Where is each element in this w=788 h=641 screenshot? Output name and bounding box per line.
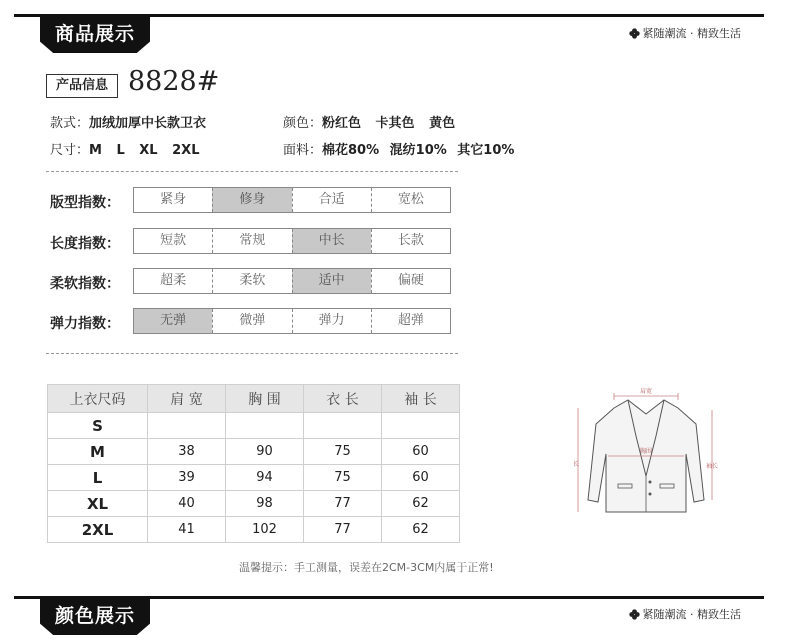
- index-label: 版型指数：: [50, 195, 120, 211]
- index-option-selected: 修身: [212, 188, 291, 212]
- button: [649, 481, 652, 484]
- index-option: 超弹: [371, 309, 450, 333]
- table-row: [48, 491, 460, 517]
- index-options: [133, 228, 451, 254]
- table-cell: 75: [304, 439, 382, 465]
- size-table: [47, 384, 460, 543]
- measurement-diagram: [566, 384, 726, 526]
- table-header: 胸 围: [226, 385, 304, 413]
- table-cell: 39: [148, 465, 226, 491]
- fabric-row: [283, 139, 514, 158]
- flower-icon: [629, 609, 640, 620]
- header-slogan: [629, 25, 742, 41]
- index-option: 紧身: [160, 192, 187, 207]
- table-cell: [148, 413, 226, 439]
- flower-icon: [629, 28, 640, 39]
- table-cell: XL: [48, 491, 148, 517]
- table-header: 肩 宽: [148, 385, 226, 413]
- index-option: 弹力: [292, 309, 371, 333]
- index-option: 长款: [371, 229, 450, 253]
- product-info-label: 产品信息: [46, 74, 118, 98]
- divider: [46, 353, 458, 354]
- fabric-label: 面料：: [283, 143, 323, 158]
- table-header: 上衣尺码: [48, 385, 148, 413]
- table-cell: 77: [304, 491, 382, 517]
- length-label: 长: [572, 461, 580, 468]
- table-cell: 62: [382, 491, 460, 517]
- table-cell: 77: [304, 517, 382, 543]
- table-cell: 102: [226, 517, 304, 543]
- table-row: [48, 517, 460, 543]
- footer-title: 颜色展示: [54, 605, 135, 627]
- table-cell: 75: [304, 465, 382, 491]
- index-option: 超柔: [160, 273, 187, 288]
- sizes-value: M L XL 2XL: [89, 143, 200, 158]
- table-row: [48, 413, 460, 439]
- index-label: 柔软指数：: [50, 276, 120, 292]
- table-cell: 38: [148, 439, 226, 465]
- table-cell: 94: [226, 465, 304, 491]
- table-row: [48, 465, 460, 491]
- table-cell: [304, 413, 382, 439]
- table-cell: 90: [226, 439, 304, 465]
- style-row: [50, 112, 206, 131]
- index-option: 宽松: [371, 188, 450, 212]
- table-cell: 62: [382, 517, 460, 543]
- style-label: 款式：: [50, 116, 90, 131]
- table-cell: [382, 413, 460, 439]
- chest-label: 胸围: [639, 448, 653, 455]
- index-label: 弹力指数：: [50, 316, 120, 332]
- index-option: 柔软: [212, 269, 291, 293]
- table-cell: 2XL: [48, 517, 148, 543]
- index-option: 常规: [212, 229, 291, 253]
- index-option-selected: 无弹: [134, 309, 212, 333]
- colors-label: 颜色：: [283, 116, 323, 131]
- divider: [46, 171, 458, 172]
- index-option-selected: 中长: [292, 229, 371, 253]
- table-cell: 60: [382, 439, 460, 465]
- table-header: 衣 长: [304, 385, 382, 413]
- measurement-note: 温馨提示：手工测量，误差在2CM-3CM内属于正常!: [239, 561, 494, 574]
- style-value: 加绒加厚中长款卫衣: [89, 116, 207, 131]
- header-title: 商品展示: [54, 23, 135, 45]
- button: [649, 493, 652, 496]
- slogan-text: 紧随潮流 · 精致生活: [642, 608, 741, 621]
- table-cell: 41: [148, 517, 226, 543]
- index-options: [133, 308, 451, 334]
- table-row: [48, 439, 460, 465]
- table-cell: 60: [382, 465, 460, 491]
- table-cell: [226, 413, 304, 439]
- index-option: 短款: [160, 233, 187, 248]
- index-option: 合适: [292, 188, 371, 212]
- table-cell: 40: [148, 491, 226, 517]
- footer-slogan: [629, 606, 742, 622]
- shoulder-label: 肩宽: [639, 388, 653, 395]
- sleeve-label: 袖长: [705, 463, 719, 470]
- index-option: 微弹: [212, 309, 291, 333]
- table-header: 袖 长: [382, 385, 460, 413]
- index-options: [133, 187, 451, 213]
- table-header-row: [48, 385, 460, 413]
- index-option-selected: 适中: [292, 269, 371, 293]
- sizes-row: [50, 139, 199, 158]
- table-cell: L: [48, 465, 148, 491]
- table-cell: M: [48, 439, 148, 465]
- sizes-label: 尺寸：: [50, 143, 90, 158]
- table-cell: S: [48, 413, 148, 439]
- colors-value: 粉红色 卡其色 黄色: [322, 116, 456, 131]
- index-option: 偏硬: [371, 269, 450, 293]
- fabric-value: 棉花80% 混纺10% 其它10%: [322, 143, 515, 158]
- index-label: 长度指数：: [50, 236, 120, 252]
- slogan-text: 紧随潮流 · 精致生活: [642, 27, 741, 40]
- index-options: [133, 268, 451, 294]
- model-number: 8828#: [128, 66, 220, 97]
- table-cell: 98: [226, 491, 304, 517]
- colors-row: [283, 112, 455, 131]
